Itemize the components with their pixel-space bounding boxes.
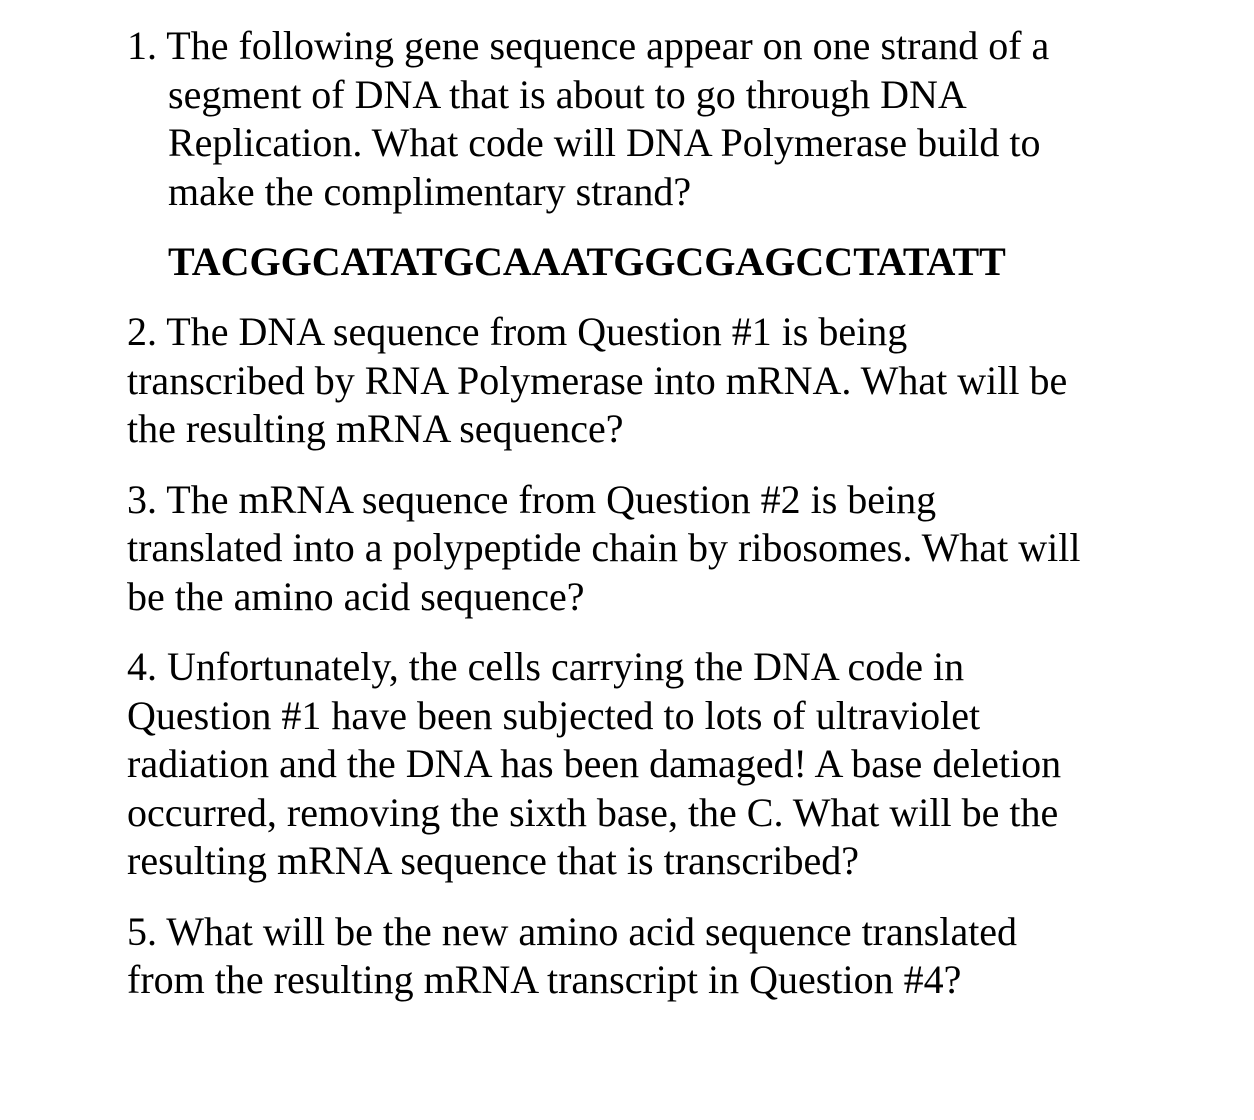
question-4-line: resulting mRNA sequence that is transcribed? bbox=[127, 838, 860, 883]
question-1 bbox=[127, 22, 1127, 216]
question-3-line: be the amino acid sequence? bbox=[127, 573, 585, 619]
question-5-line: 5. What will be the new amino acid sequence translated bbox=[127, 908, 1018, 954]
question-1-line: Replication. What code will DNA Polymerase build to bbox=[168, 120, 1041, 165]
question-4-line: occurred, removing the sixth base, the C. What will be the bbox=[127, 789, 1059, 835]
question-1-line: 1. The following gene sequence appear on one strand of a bbox=[127, 23, 1050, 68]
question-3-line: 3. The mRNA sequence from Question #2 is being bbox=[127, 476, 937, 522]
question-4 bbox=[127, 643, 1127, 886]
question-2 bbox=[127, 308, 1127, 454]
question-4-line: 4. Unfortunately, the cells carrying the DNA code in bbox=[127, 644, 965, 689]
question-1-line: make the complimentary strand? bbox=[168, 168, 692, 214]
question-3 bbox=[127, 476, 1127, 622]
question-4-line: radiation and the DNA has been damaged! A base deletion bbox=[127, 741, 1062, 786]
question-2-line: 2. The DNA sequence from Question #1 is being bbox=[127, 309, 908, 354]
question-1-line: segment of DNA that is about to go through DNA bbox=[168, 71, 967, 117]
question-5-line: from the resulting mRNA transcript in Question #4? bbox=[127, 957, 962, 1002]
question-2-line: the resulting mRNA sequence? bbox=[127, 406, 624, 451]
question-5 bbox=[127, 908, 1127, 1005]
question-2-line: transcribed by RNA Polymerase into mRNA. What will be bbox=[127, 357, 1068, 403]
worksheet bbox=[127, 22, 1127, 1005]
dna-sequence: TACGGCATATGCAAATGGCGAGCCTATATT bbox=[168, 239, 1006, 284]
question-4-line: Question #1 have been subjected to lots of ultraviolet bbox=[127, 692, 981, 738]
question-3-line: translated into a polypeptide chain by ribosomes. What will bbox=[127, 525, 1081, 570]
